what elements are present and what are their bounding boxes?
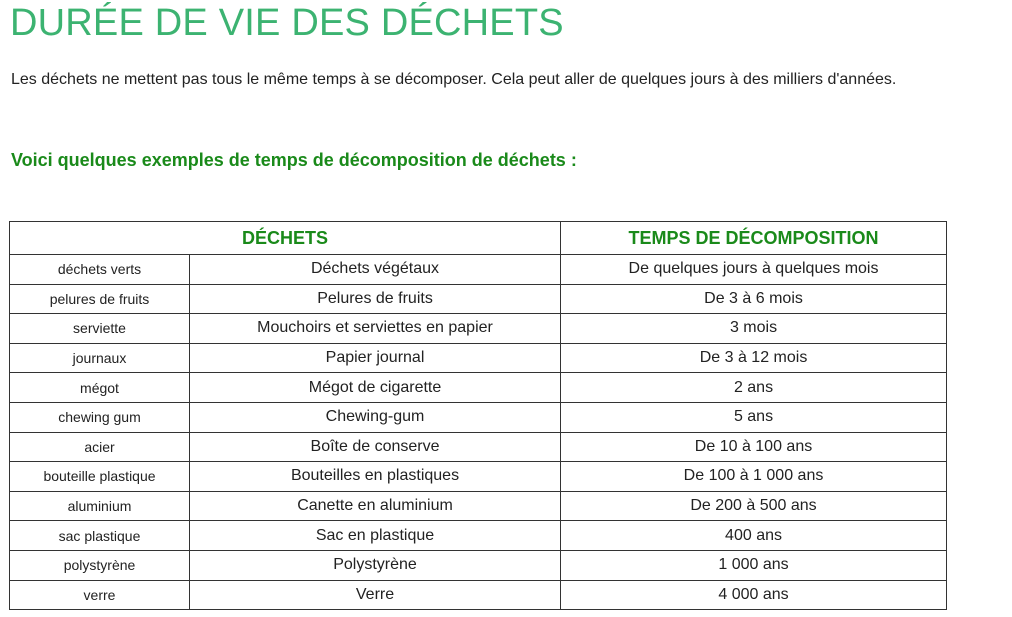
decomposition-time-cell: De 200 à 500 ans [561, 491, 947, 521]
waste-keyword-cell: sac plastique [10, 521, 190, 551]
decomposition-time-cell: 400 ans [561, 521, 947, 551]
table-row [10, 343, 947, 373]
waste-keyword-cell: aluminium [10, 491, 190, 521]
waste-keyword-cell: serviette [10, 314, 190, 344]
page-title: DURÉE DE VIE DES DÉCHETS [10, 2, 564, 44]
decomposition-time-cell: De 3 à 12 mois [561, 343, 947, 373]
waste-name-cell: Chewing-gum [190, 402, 561, 432]
decomposition-time-cell: 2 ans [561, 373, 947, 403]
table-row [10, 491, 947, 521]
decomposition-time-cell: 5 ans [561, 402, 947, 432]
decomposition-time-cell: De 3 à 6 mois [561, 284, 947, 314]
decomposition-table [9, 221, 947, 610]
table-body [10, 255, 947, 610]
waste-name-cell: Mégot de cigarette [190, 373, 561, 403]
decomposition-time-cell: De quelques jours à quelques mois [561, 255, 947, 285]
waste-keyword-cell: chewing gum [10, 402, 190, 432]
decomposition-time-cell: De 10 à 100 ans [561, 432, 947, 462]
table-row [10, 521, 947, 551]
waste-name-cell: Pelures de fruits [190, 284, 561, 314]
section-subtitle: Voici quelques exemples de temps de décomposition de déchets : [11, 150, 577, 170]
decomposition-time-cell: 1 000 ans [561, 550, 947, 580]
waste-name-cell: Sac en plastique [190, 521, 561, 551]
waste-keyword-cell: pelures de fruits [10, 284, 190, 314]
waste-keyword-cell: polystyrène [10, 550, 190, 580]
table-row [10, 550, 947, 580]
waste-keyword-cell: verre [10, 580, 190, 610]
waste-name-cell: Déchets végétaux [190, 255, 561, 285]
waste-name-cell: Bouteilles en plastiques [190, 462, 561, 492]
waste-keyword-cell: journaux [10, 343, 190, 373]
waste-name-cell: Canette en aluminium [190, 491, 561, 521]
table-row [10, 373, 947, 403]
table-row [10, 432, 947, 462]
header-waste: DÉCHETS [10, 222, 561, 255]
waste-keyword-cell: mégot [10, 373, 190, 403]
table-row [10, 314, 947, 344]
table-row [10, 580, 947, 610]
table-row [10, 284, 947, 314]
decomposition-time-cell: 4 000 ans [561, 580, 947, 610]
waste-keyword-cell: déchets verts [10, 255, 190, 285]
waste-keyword-cell: acier [10, 432, 190, 462]
table-header-row [10, 222, 947, 255]
table-row [10, 462, 947, 492]
waste-name-cell: Polystyrène [190, 550, 561, 580]
intro-text: Les déchets ne mettent pas tous le même temps à se décomposer. Cela peut aller de quelques jours à des milliers d'années. [11, 71, 897, 88]
table-row [10, 402, 947, 432]
header-decomposition-time: TEMPS DE DÉCOMPOSITION [561, 222, 947, 255]
waste-name-cell: Mouchoirs et serviettes en papier [190, 314, 561, 344]
waste-name-cell: Verre [190, 580, 561, 610]
waste-keyword-cell: bouteille plastique [10, 462, 190, 492]
decomposition-time-cell: 3 mois [561, 314, 947, 344]
table-row [10, 255, 947, 285]
waste-name-cell: Papier journal [190, 343, 561, 373]
waste-name-cell: Boîte de conserve [190, 432, 561, 462]
decomposition-time-cell: De 100 à 1 000 ans [561, 462, 947, 492]
